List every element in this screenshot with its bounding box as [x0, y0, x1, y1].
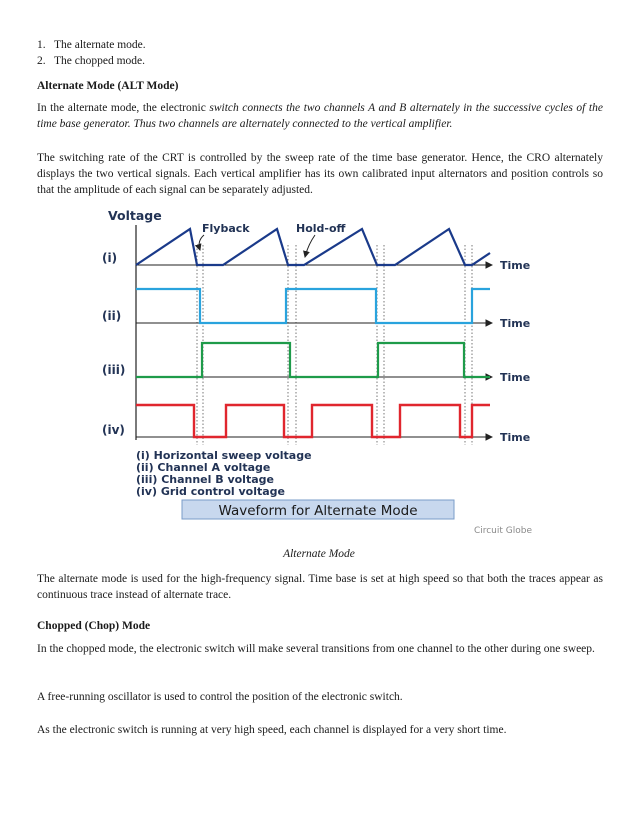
alternate-paragraph-2: The switching rate of the CRT is controlled by the sweep rate of the time base generator. Hence, the CRO alternately displays the two vertical signals. Each vertical amplifier has its own calibrated input alternators and position controls so that the amplitude of each signal can be separately adjusted.: [37, 152, 603, 196]
chopped-paragraph-3: As the electronic switch is running at very high speed, each channel is displayed for a very short time.: [37, 724, 507, 736]
figure-credit: Circuit Globe: [473, 526, 532, 536]
channel-a-waveform: [136, 289, 490, 323]
legend-item-channel-a: (ii) Channel A voltage: [136, 461, 271, 474]
y-axis-title: Voltage: [108, 208, 162, 223]
legend-item-grid: (iv) Grid control voltage: [136, 485, 286, 498]
list-text: The chopped mode.: [54, 55, 146, 67]
list-item: [37, 53, 145, 69]
time-label-sweep: Time: [500, 259, 531, 272]
section-heading-alternate: Alternate Mode (ALT Mode): [37, 80, 179, 92]
legend-item-channel-b: (iii) Channel B voltage: [136, 473, 274, 486]
list-number: 2.: [37, 55, 46, 67]
row-label-channel-b: (iii): [102, 363, 126, 377]
time-label-grid: Time: [500, 431, 531, 444]
alternate-paragraph-1-italic: switch connects the two channels A and B alternately in the successive cycles of the time base generator. Thus two channels are alternately connected to the vertical amplifier.: [37, 102, 603, 130]
flyback-label: Flyback: [202, 222, 250, 235]
alternate-paragraph-1-normal: In the alternate mode, the electronic: [37, 102, 210, 114]
row-label-channel-a: (ii): [102, 309, 122, 323]
list-text: The alternate mode.: [54, 39, 146, 51]
chopped-paragraph-2: A free-running oscillator is used to control the position of the electronic switch.: [37, 691, 403, 703]
time-label-channel-a: Time: [500, 317, 531, 330]
row-label-grid: (iv): [102, 423, 125, 437]
channel-b-waveform: [136, 343, 490, 377]
row-label-sweep: (i): [102, 251, 118, 265]
holdoff-arrow: [305, 235, 315, 257]
alternate-paragraph-1: [37, 100, 603, 132]
alternate-paragraph-3: The alternate mode is used for the high-frequency signal. Time base is set at high speed so that both the traces appear as continuous trace instead of alternate trace.: [37, 573, 603, 601]
holdoff-label: Hold-off: [296, 222, 346, 235]
section-heading-chopped: Chopped (Chop) Mode: [37, 620, 151, 632]
figure-banner-title: Waveform for Alternate Mode: [218, 503, 418, 519]
dotted-guides: [197, 245, 472, 445]
figure-caption: Alternate Mode: [283, 548, 355, 560]
list-number: 1.: [37, 39, 46, 51]
grid-control-waveform: [136, 405, 490, 437]
legend-item-sweep: (i) Horizontal sweep voltage: [136, 449, 312, 462]
waveform-rows: [102, 229, 530, 444]
flyback-arrow: [199, 235, 204, 250]
chopped-paragraph-1: In the chopped mode, the electronic switch will make several transitions from one channel to the other during one sweep.: [37, 643, 595, 655]
list-item: [37, 37, 146, 53]
alternate-mode-waveform-figure: [100, 205, 540, 540]
time-label-channel-b: Time: [500, 371, 531, 384]
